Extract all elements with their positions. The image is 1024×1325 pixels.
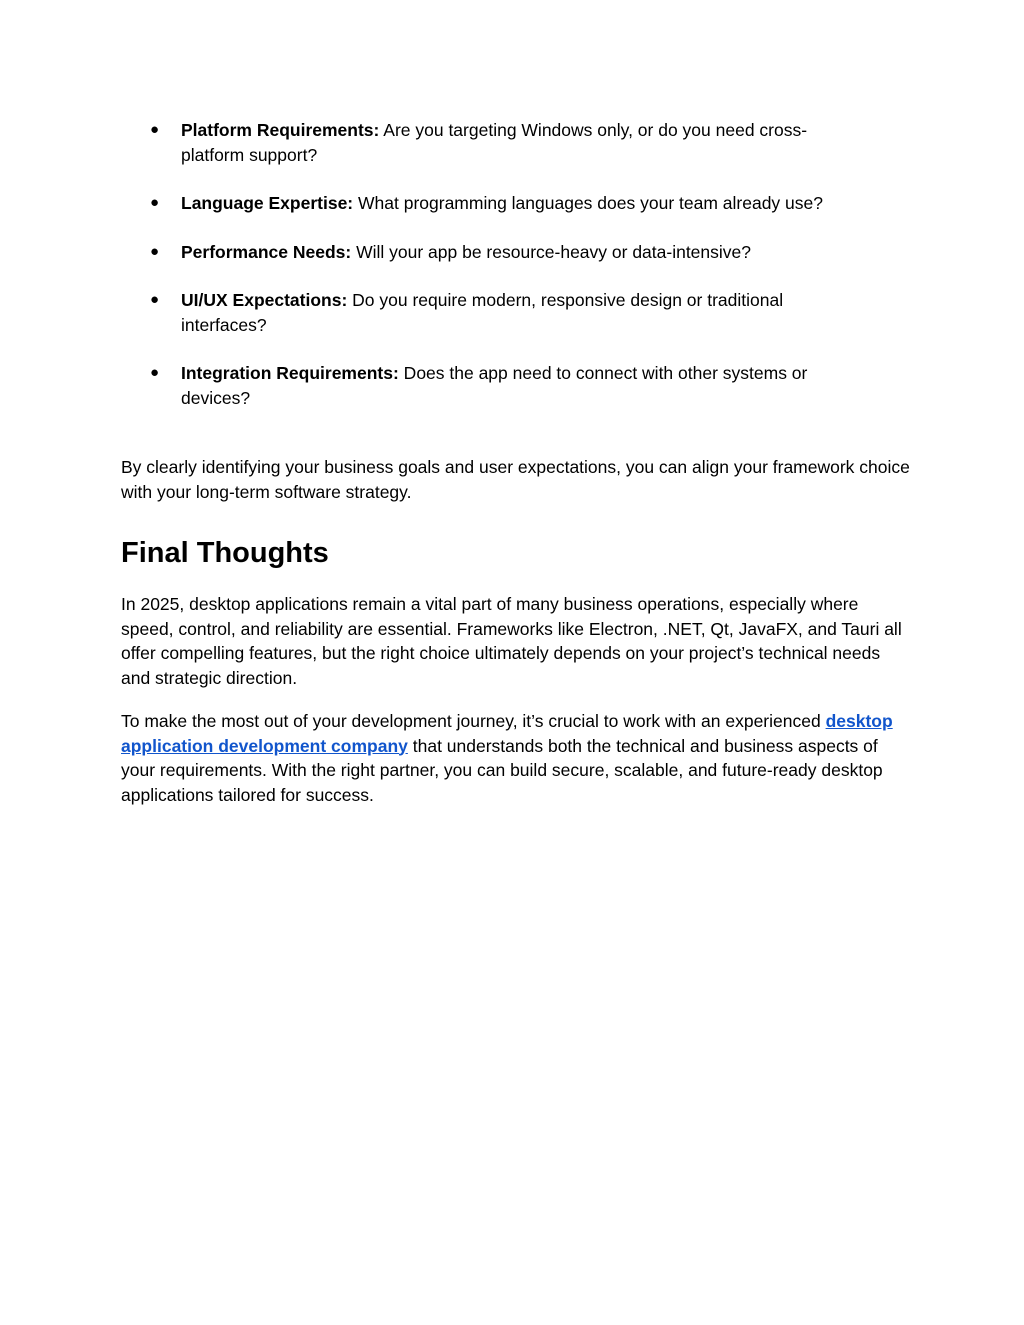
paragraph-text: that understands both the technical and business aspects of your requirements. With the right partner, you can build secure, scalable, and future-ready desktop applications tailored for success. — [121, 735, 883, 805]
list-item — [0, 361, 861, 410]
company-link[interactable]: desktop application development company — [121, 711, 893, 756]
bullet-icon: ● — [150, 242, 160, 260]
list-item — [0, 288, 861, 337]
body-paragraph-1: In 2025, desktop applications remain a vital part of many business operations, especially where speed, control, and reliability are essential. Frameworks like Electron, .NET, Qt, JavaFX, and Tauri all offer compelling features, but the right choice ultimately depends on your project’s technical needs and strategic direction. — [121, 594, 902, 688]
list-item-term: Platform Requirements: — [181, 120, 380, 140]
list-item-text: Do you require modern, responsive design or traditional interfaces? — [181, 290, 784, 335]
list-item-term: UI/UX Expectations: — [181, 290, 348, 310]
list-item-term: Integration Requirements: — [181, 363, 399, 383]
list-item — [0, 240, 861, 265]
section-heading: Final Thoughts — [121, 537, 329, 569]
paragraph-text: To make the most out of your development journey, it’s crucial to work with an experienced — [121, 711, 826, 731]
list-item-text: Are you targeting Windows only, or do you need cross-platform support? — [181, 120, 808, 165]
list-item-text: Does the app need to connect with other systems or devices? — [181, 363, 808, 408]
list-item — [0, 118, 861, 167]
bullet-icon: ● — [150, 291, 160, 308]
list-item-term: Performance Needs: — [181, 241, 352, 262]
list-item — [0, 191, 861, 216]
list-item-term: Language Expertise: — [181, 193, 354, 213]
bullet-icon: ● — [150, 364, 160, 381]
intro-paragraph: By clearly identifying your business goals and user expectations, you can align your framework choice with your long-term software strategy. — [121, 457, 910, 502]
bullet-icon: ● — [150, 121, 160, 138]
list-item-text: What programming languages does your team already use? — [353, 193, 823, 213]
list-item-text: Will your app be resource-heavy or data-intensive? — [351, 241, 752, 262]
requirements-list — [0, 118, 1024, 434]
bullet-icon: ● — [150, 194, 160, 211]
body-paragraph-2 — [121, 709, 911, 807]
